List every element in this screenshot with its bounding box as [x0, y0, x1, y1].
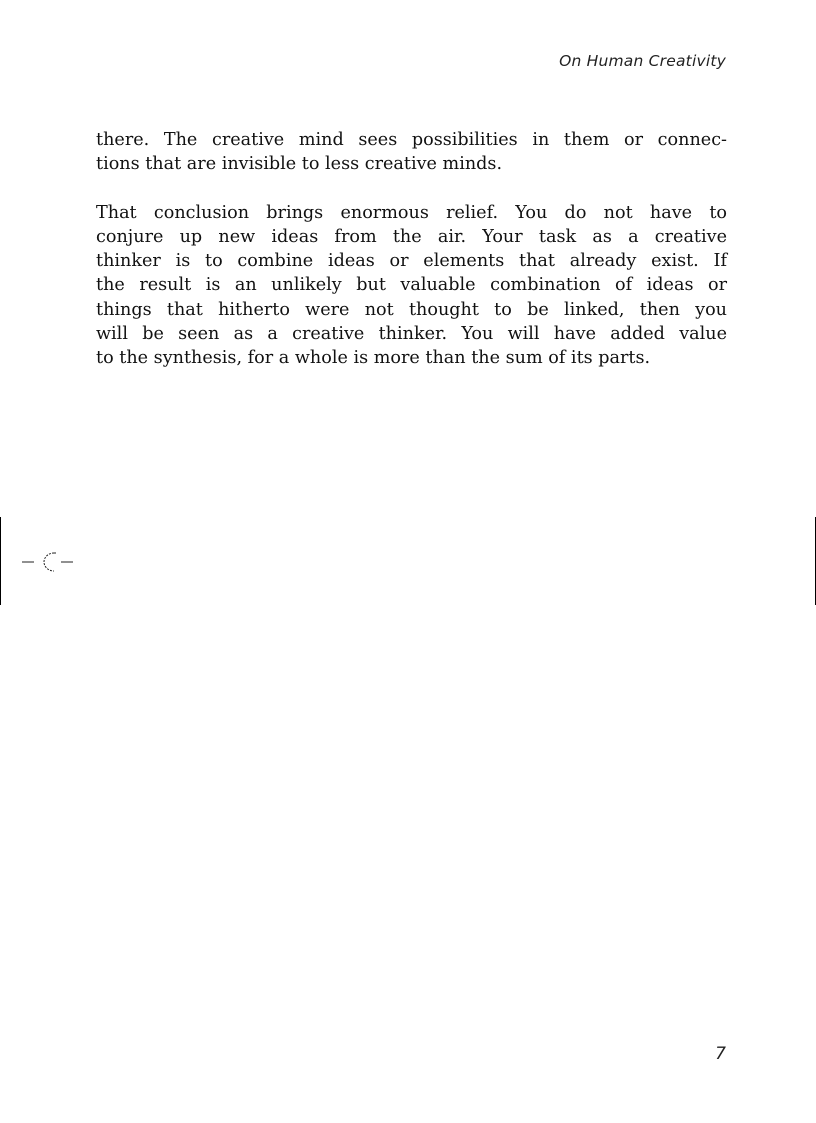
page-number: 7 [715, 1044, 726, 1064]
body-text [96, 128, 727, 371]
text-line: tions that are invisible to less creative minds. [96, 154, 503, 175]
text-line: things that hitherto were not thought to be linked, then you [96, 299, 727, 320]
paragraph-2 [96, 201, 727, 371]
text-line: there. The creative mind sees possibilities in them or connec- [96, 130, 727, 150]
text-line: conjure up new ideas from the air. Your task as a creative [96, 226, 727, 247]
registration-mark-icon [20, 548, 76, 576]
text-line: will be seen as a creative thinker. You will have added value [96, 324, 727, 345]
text-line: That conclusion brings enormous relief. You do not have to [96, 202, 727, 223]
text-line: thinker is to combine ideas or elements that already exist. If [96, 251, 727, 272]
text-line: to the synthesis, for a whole is more than the sum of its parts. [96, 348, 651, 369]
paragraph-1 [96, 128, 727, 177]
left-crop-line [0, 517, 1, 605]
text-line: the result is an unlikely but valuable combination of ideas or [96, 275, 727, 296]
running-head: On Human Creativity [559, 52, 726, 70]
